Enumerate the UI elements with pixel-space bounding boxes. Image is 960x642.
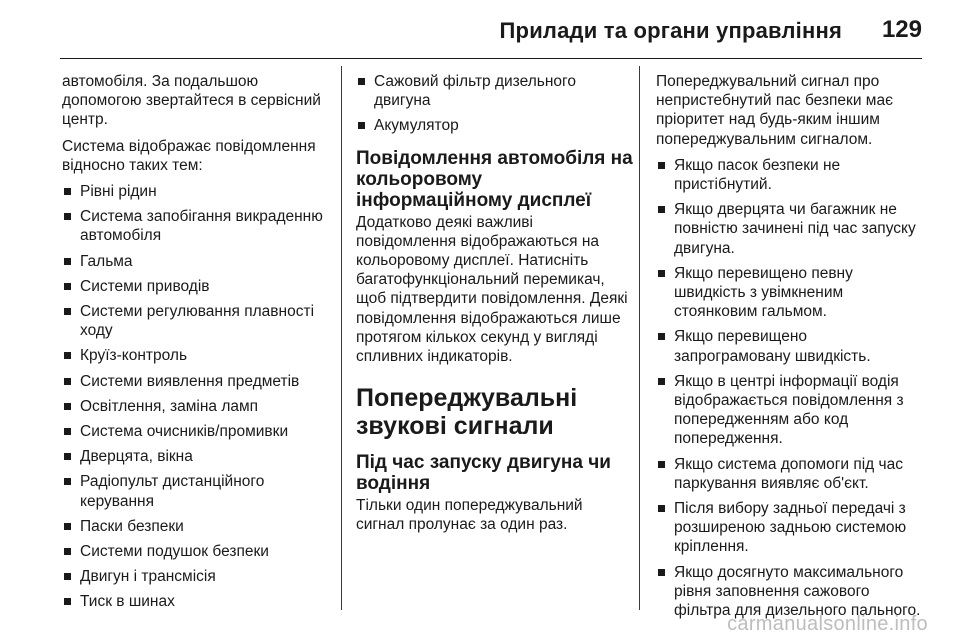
list-item: Сажовий фільтр дизельного двигуна [356, 72, 634, 110]
list-item: Якщо перевищено запрограмовану швидкість. [656, 327, 926, 365]
column-divider-left [341, 66, 342, 610]
list-item: Системи виявлення предметів [62, 372, 330, 391]
topics-list [62, 182, 330, 612]
list-item: Якщо досягнуто максимального рівня заповнення сажового фільтра для дизельного пального. [656, 563, 926, 621]
engine-start-paragraph: Тільки один попереджувальний сигнал пролунає за один раз. [356, 497, 583, 534]
site-watermark: carmanualsonline.info [727, 613, 928, 635]
list-item: Якщо дверцята чи багажник не повністю зачинені під час запуску двигуна. [656, 200, 926, 258]
list-item: Системи регулювання плавності ходу [62, 302, 330, 340]
column-left [62, 72, 330, 611]
list-item: Якщо перевищено певну швидкість з увімкненим стоянковим гальмом. [656, 264, 926, 322]
list-item: Після вибору задньої передачі з розширеною задньою системою кріплення. [656, 499, 926, 557]
priority-paragraph: Попереджувальний сигнал про непристебнутий пас безпеки має пріоритет над будь-яким іншим попереджувальним сигналом. [656, 73, 893, 148]
header-rule [60, 58, 922, 59]
column-divider-right [639, 66, 640, 610]
list-item: Якщо пасок безпеки не пристібнутий. [656, 156, 926, 194]
list-item: Якщо в центрі інформації водія відображається повідомлення з попередженням або код попередження. [656, 372, 926, 449]
topics-list-continued [356, 72, 634, 136]
intro-paragraph: автомобіля. За подальшою допомогою звертайтеся в сервісний центр. [62, 73, 321, 129]
column-middle [356, 72, 634, 608]
list-item: Якщо система допомоги під час паркування виявляє об'єкт. [656, 455, 926, 493]
list-item: Круїз-контроль [62, 346, 330, 365]
list-item: Освітлення, заміна ламп [62, 397, 330, 416]
list-item: Системи подушок безпеки [62, 542, 330, 561]
list-item: Двигун і трансмісія [62, 567, 330, 586]
topics-lead: Система відображає повідомлення відносно таких тем: [62, 137, 316, 174]
list-item: Радіопульт дистанційного керування [62, 472, 330, 510]
list-item: Паски безпеки [62, 517, 330, 536]
messages-paragraph: Додатково деякі важливі повідомлення відображаються на кольоровому дисплеї. Натисніть багатофункціональний перемикач, щоб підтвердити повідомлення. Деякі повідомлення відображаються лише протягом кількох секунд у вигляді спливних індикаторів. [356, 213, 628, 366]
list-item: Тиск в шинах [62, 592, 330, 611]
page-header [0, 0, 960, 62]
page-title: Прилади та органи управління [499, 18, 842, 43]
section-heading-messages: Повідомлення автомобіля на кольоровому інформаційному дисплеї [356, 147, 633, 211]
column-right [656, 72, 926, 620]
warning-conditions-list [656, 156, 926, 620]
list-item: Система очисників/промивки [62, 422, 330, 441]
list-item: Системи приводів [62, 277, 330, 296]
subheading-engine-start: Під час запуску двигуна чи водіння [356, 452, 611, 495]
list-item: Гальма [62, 252, 330, 271]
section-heading-warning-chimes: Попереджувальні звукові сигнали [356, 384, 578, 441]
list-item: Рівні рідин [62, 182, 330, 201]
list-item: Система запобігання викраденню автомобіля [62, 207, 330, 245]
list-item: Дверцята, вікна [62, 447, 330, 466]
page-number: 129 [881, 16, 922, 43]
list-item: Акумулятор [356, 116, 634, 135]
